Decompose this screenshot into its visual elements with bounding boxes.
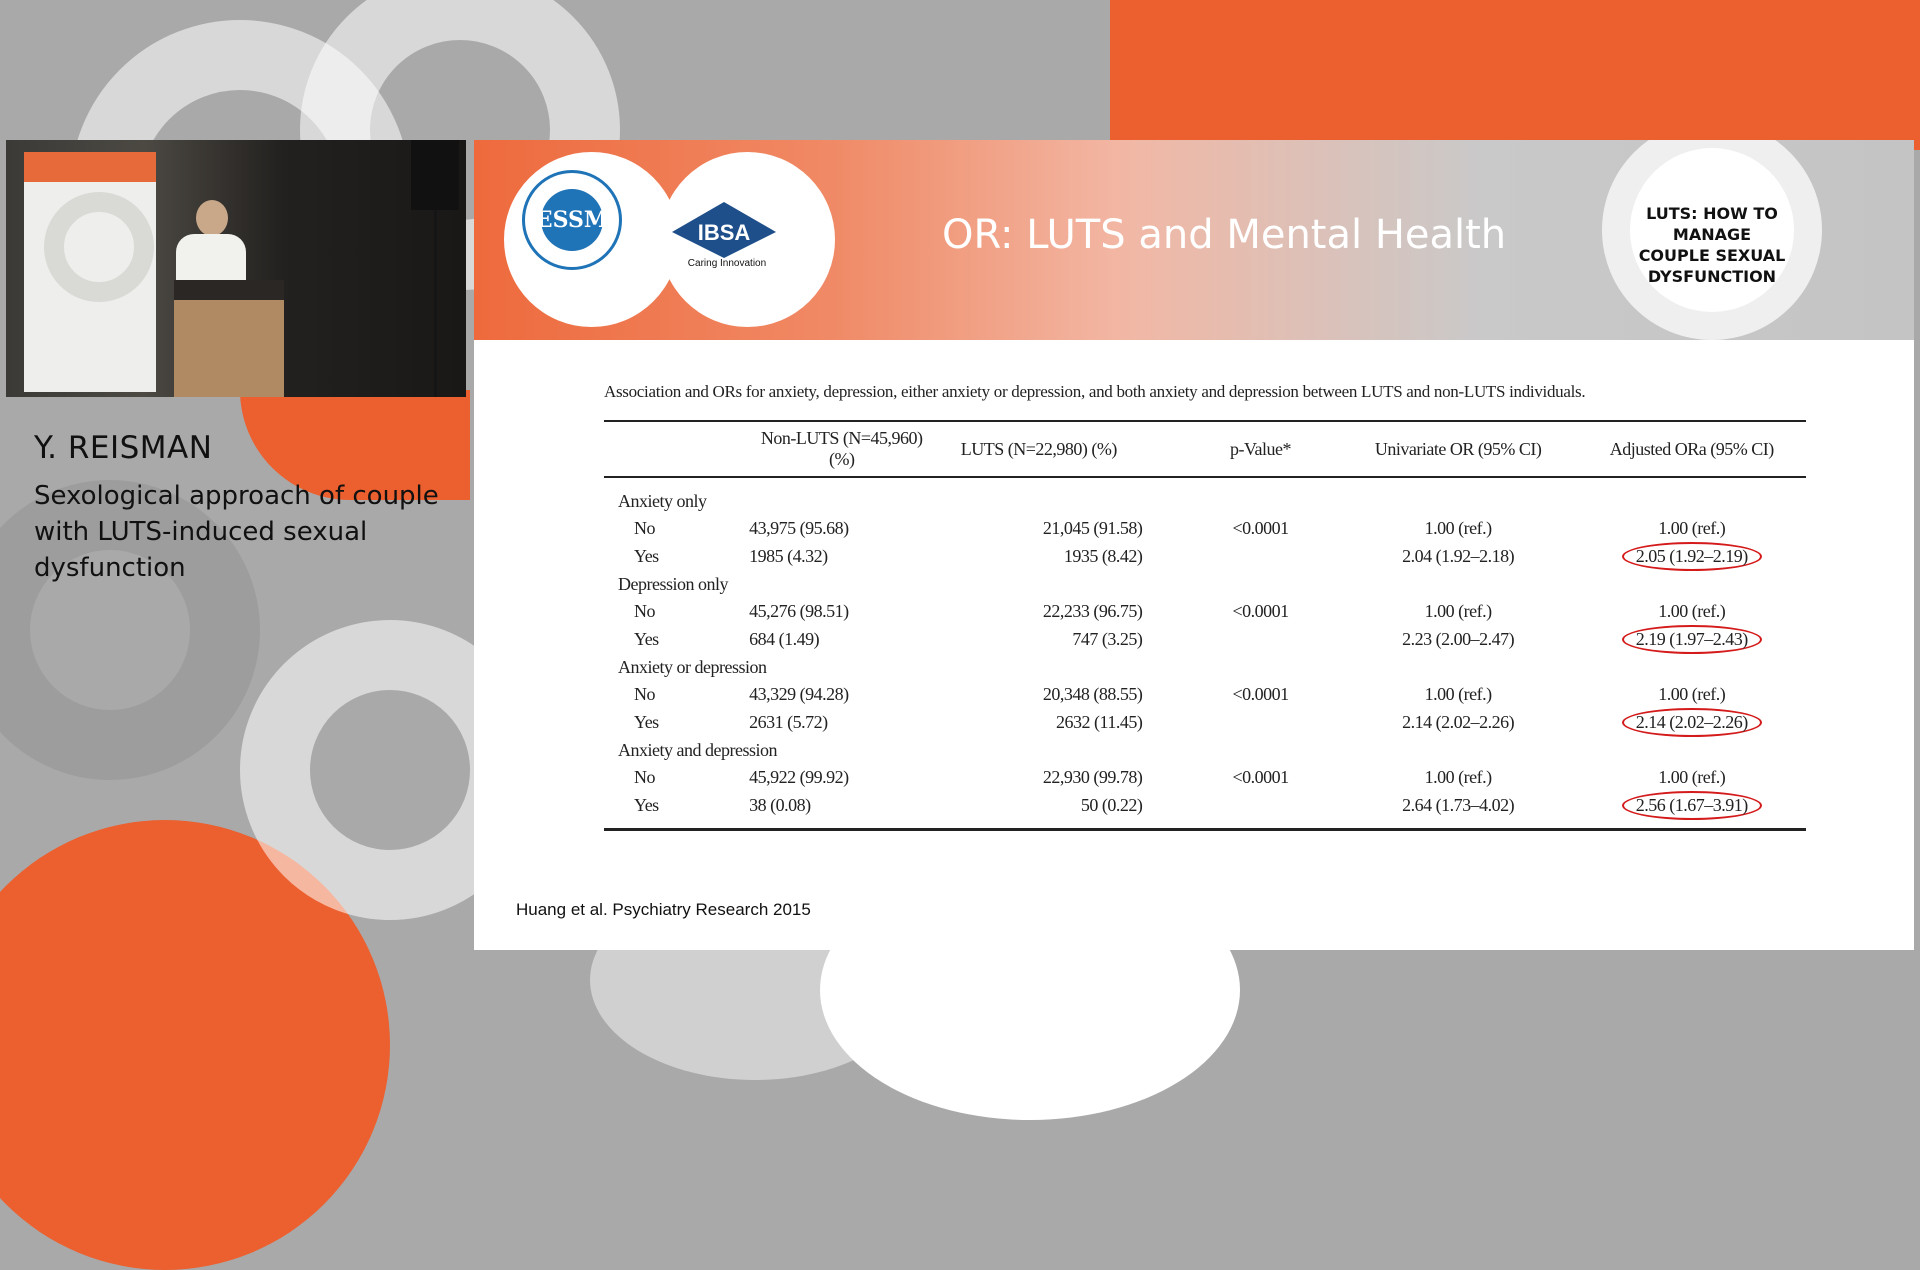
header-luts: LUTS (N=22,980) (%) [934, 421, 1182, 477]
cell-p-value [1182, 625, 1338, 654]
table-row [604, 598, 1806, 625]
table-row [604, 764, 1806, 791]
essm-logo-text: ESSM [541, 189, 603, 251]
row-label: No [634, 684, 655, 704]
event-banner [24, 152, 156, 392]
row-label: No [634, 518, 655, 538]
ibsa-tagline: Caring Innovation [687, 258, 767, 269]
cell-adjusted-or: 1.00 (ref.) [1658, 684, 1726, 704]
cell-p-value: <0.0001 [1232, 518, 1289, 538]
background-blob [1110, 0, 1920, 150]
cell-p-value [1182, 708, 1338, 737]
presentation-slide [474, 140, 1914, 950]
cell-luts: 20,348 (88.55) [1042, 684, 1143, 704]
ibsa-logo [664, 200, 784, 260]
cell-univariate-or: 2.64 (1.73–4.02) [1339, 791, 1578, 830]
cell-luts: 747 (3.25) [1072, 629, 1143, 649]
cell-luts: 1935 (8.42) [1063, 546, 1143, 566]
highlight-circle: 2.14 (2.02–2.26) [1622, 708, 1762, 737]
group-label: Anxiety or depression [618, 657, 767, 677]
cell-p-value: <0.0001 [1232, 684, 1289, 704]
header-univariate-or: Univariate OR (95% CI) [1339, 421, 1578, 477]
speaker-name: Y. REISMAN [34, 430, 213, 466]
ibsa-logo-text: IBSA [697, 220, 751, 245]
header-label [604, 421, 749, 477]
cell-p-value: <0.0001 [1232, 601, 1289, 621]
group-label: Anxiety and depression [618, 740, 777, 760]
header-adjusted-or: Adjusted ORa (95% CI) [1578, 421, 1807, 477]
header-non-luts: Non-LUTS (N=45,960) (%) [749, 421, 934, 477]
cell-luts: 2632 (11.45) [1056, 712, 1143, 732]
cell-univariate-or: 1.00 (ref.) [1424, 601, 1492, 621]
cell-adjusted-or [1578, 791, 1807, 830]
cell-non-luts: 43,975 (95.68) [749, 518, 849, 538]
group-label: Depression only [618, 574, 728, 594]
odds-ratio-table [604, 420, 1806, 831]
row-label: No [634, 601, 655, 621]
cell-p-value: <0.0001 [1232, 767, 1289, 787]
cell-univariate-or: 2.14 (2.02–2.26) [1402, 712, 1515, 732]
cell-non-luts: 43,329 (94.28) [749, 684, 849, 704]
highlight-circle: 2.19 (1.97–2.43) [1622, 625, 1762, 654]
highlight-circle: 2.05 (1.92–2.19) [1622, 542, 1762, 571]
cell-adjusted-or [1578, 625, 1807, 654]
cell-luts: 21,045 (91.58) [1042, 518, 1143, 538]
cell-non-luts: 45,276 (98.51) [749, 601, 849, 621]
table-group-row [604, 571, 1806, 598]
slide-title: OR: LUTS and Mental Health [942, 212, 1507, 258]
cell-adjusted-or: 1.00 (ref.) [1658, 601, 1726, 621]
table-row [604, 515, 1806, 542]
essm-logo [522, 170, 622, 270]
cell-univariate-or: 1.00 (ref.) [1424, 767, 1492, 787]
speaker-video [6, 140, 466, 397]
cell-univariate-or: 2.23 (2.00–2.47) [1402, 629, 1515, 649]
cell-univariate-or: 1.00 (ref.) [1424, 684, 1492, 704]
row-label: No [634, 767, 655, 787]
cell-univariate-or: 1.00 (ref.) [1424, 518, 1492, 538]
group-label: Anxiety only [618, 491, 707, 511]
table-row [604, 708, 1806, 737]
table-group-row [604, 477, 1806, 515]
row-label: Yes [634, 712, 659, 732]
highlight-circle: 2.56 (1.67–3.91) [1622, 791, 1762, 820]
talk-title: Sexological approach of couple with LUTS-induced sexual dysfunction [34, 481, 439, 583]
cell-univariate-or: 2.04 (1.92–2.18) [1402, 546, 1515, 566]
table-header-row [604, 421, 1806, 477]
table-body [604, 477, 1806, 830]
row-label: Yes [634, 629, 659, 649]
table-row [604, 625, 1806, 654]
citation: Huang et al. Psychiatry Research 2015 [516, 900, 811, 919]
table-row [604, 681, 1806, 708]
cell-non-luts: 1985 (4.32) [749, 546, 828, 566]
cell-non-luts: 45,922 (99.92) [749, 767, 849, 787]
cell-luts: 22,930 (99.78) [1042, 767, 1143, 787]
cell-non-luts: 2631 (5.72) [749, 712, 828, 732]
cell-adjusted-or [1578, 542, 1807, 571]
table-caption: Association and ORs for anxiety, depression, either anxiety or depression, and both anxiety and depression between LUTS and non-LUTS individuals. [604, 382, 1586, 401]
cell-p-value [1182, 542, 1338, 571]
table-row [604, 791, 1806, 830]
row-label: Yes [604, 791, 749, 830]
cell-adjusted-or: 1.00 (ref.) [1658, 767, 1726, 787]
luts-badge-text: LUTS: HOW TO MANAGE COUPLE SEXUAL DYSFUNCTION [1638, 204, 1786, 286]
podium [174, 300, 284, 397]
table-group-row [604, 654, 1806, 681]
table-group-row [604, 737, 1806, 764]
header-p-value: p-Value* [1182, 421, 1338, 477]
cell-adjusted-or: 1.00 (ref.) [1658, 518, 1726, 538]
cell-non-luts: 684 (1.49) [749, 629, 820, 649]
cell-luts: 50 (0.22) [934, 791, 1182, 830]
loudspeaker-stand [434, 210, 437, 397]
podium-top [174, 280, 284, 302]
row-label: Yes [634, 546, 659, 566]
table-row [604, 542, 1806, 571]
cell-luts: 22,233 (96.75) [1042, 601, 1143, 621]
cell-p-value [1182, 791, 1338, 830]
cell-adjusted-or [1578, 708, 1807, 737]
loudspeaker [411, 140, 459, 210]
cell-non-luts: 38 (0.08) [749, 791, 934, 830]
